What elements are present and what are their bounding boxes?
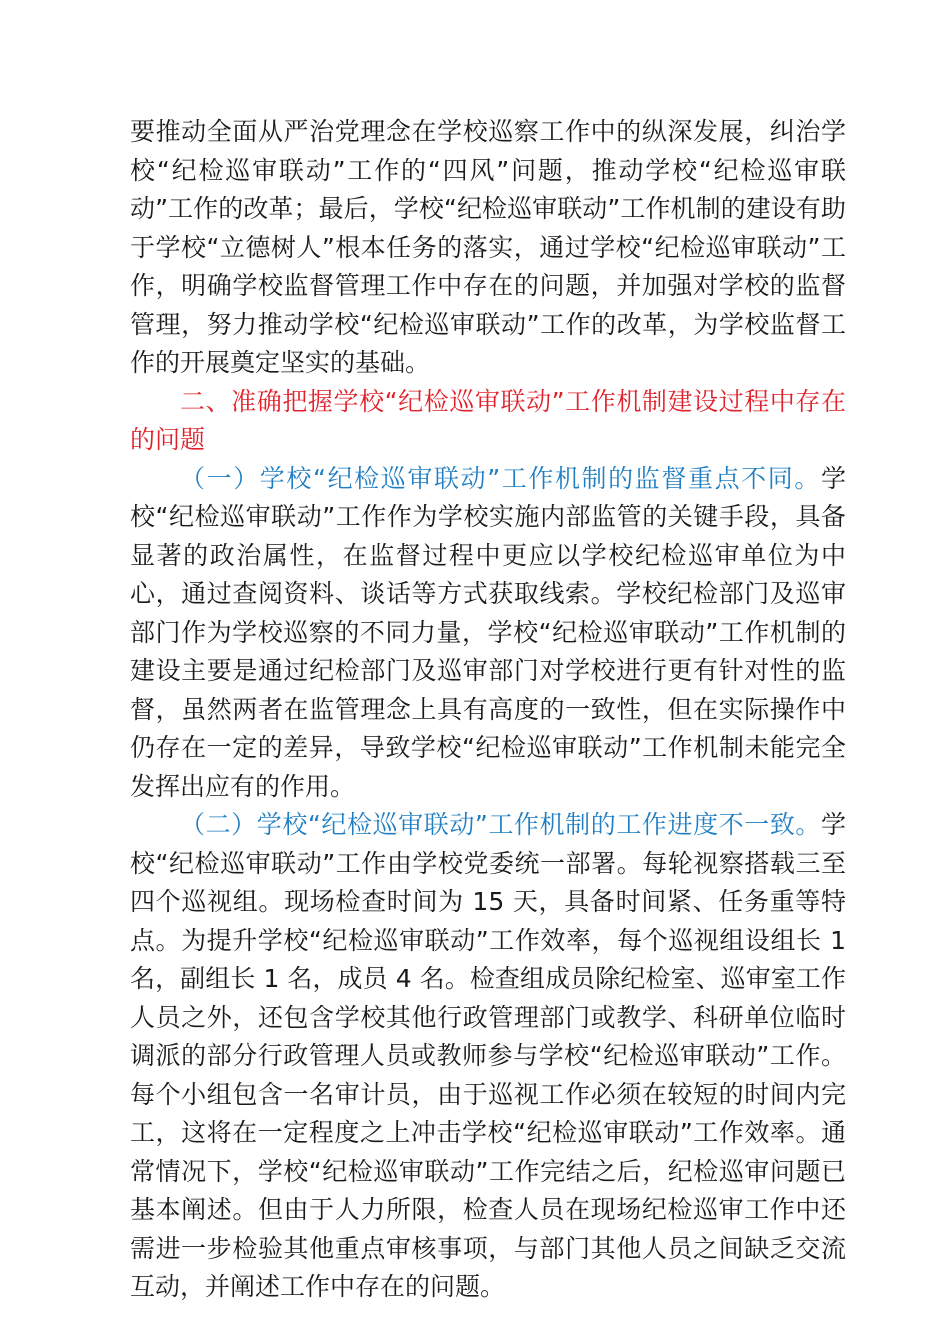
intro-paragraph: 要推动全面从严治党理念在学校巡察工作中的纵深发展，纠治学校“纪检巡审联动”工作的“四风”问题，推动学校“纪检巡审联动”工作的改革；最后，学校“纪检巡审联动”工作机制的建设有助于学校“立德树人”根本任务的落实，通过学校“纪检巡审联动”工作，明确学校监督管理工作中存在的问题，并加强对学校的监督管理，努力推动学校“纪检巡审联动”工作的改革，为学校监督工作的开展奠定坚实的基础。 — [130, 117, 846, 377]
subsection-2-body: 学校“纪检巡审联动”工作由学校党委统一部署。每轮视察搭载三至四个巡视组。现场检查时间为 15 天，具备时间紧、任务重等特点。为提升学校“纪检巡审联动”工作效率，每个巡视组设组长 1 名，副组长 1 名，成员 4 名。检查组成员除纪检室、巡审室工作人员之外，还包含学校其他行政管理部门或教学、科研单位临时调派的部分行政管理人员或教师参与学校“纪检巡审联动”工作。每个小组包含一名审计员，由于巡视工作必须在较短的时间内完工，这将在一定程度之上冲击学校“纪检巡审联动”工作效率。通常情况下，学校“纪检巡审联动”工作完结之后，纪检巡审问题已基本阐述。但由于人力所限，检查人员在现场纪检巡审工作中还需进一步检验其他重点审核事项，与部门其他人员之间缺乏交流互动，并阐述工作中存在的问题。 — [130, 810, 846, 1301]
document-page — [130, 113, 846, 1307]
subsection-1-title: （一）学校“纪检巡审联动”工作机制的监督重点不同。 — [180, 463, 821, 493]
subsection-1-paragraph — [130, 460, 846, 807]
subsection-2-paragraph — [130, 806, 846, 1307]
subsection-1-body: 学校“纪检巡审联动”工作作为学校实施内部监管的关键手段，具备显著的政治属性，在监督过程中更应以学校纪检巡审单位为中心，通过查阅资料、谈话等方式获取线索。学校纪检部门及巡审部门作为学校巡察的不同力量，学校“纪检巡审联动”工作机制的建设主要是通过纪检部门及巡审部门对学校进行更有针对性的监督，虽然两者在监管理念上具有高度的一致性，但在实际操作中仍存在一定的差异，导致学校“纪检巡审联动”工作机制未能完全发挥出应有的作用。 — [130, 463, 846, 801]
section-heading: 二、准确把握学校“纪检巡审联动”工作机制建设过程中存在的问题 — [130, 386, 846, 454]
subsection-2-title: （二）学校“纪检巡审联动”工作机制的工作进度不一致。 — [180, 810, 821, 839]
